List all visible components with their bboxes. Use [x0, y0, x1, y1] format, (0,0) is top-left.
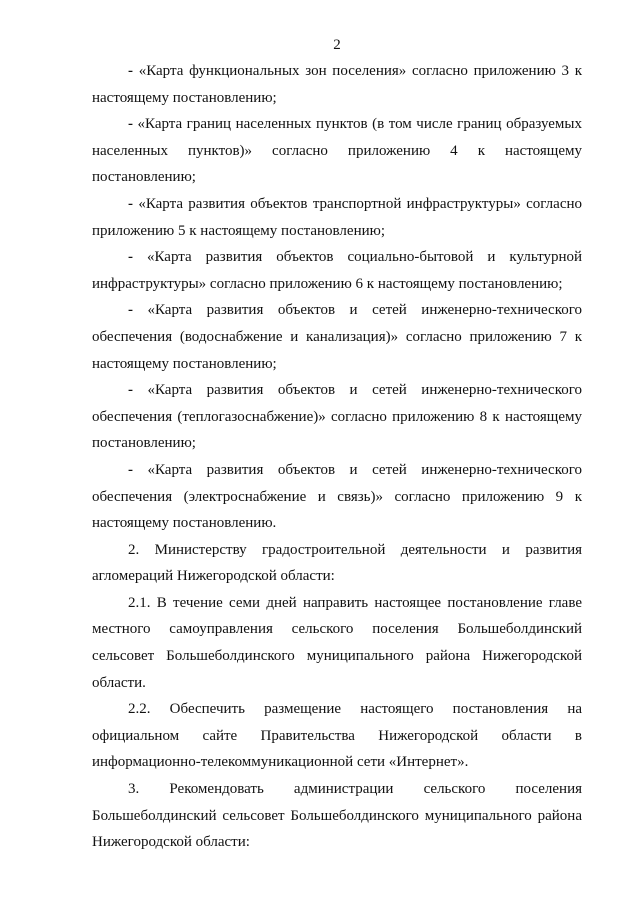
page-number: 2	[333, 37, 341, 53]
list-item-map-functional-zones	[92, 58, 582, 111]
list-dash: -	[128, 116, 133, 133]
paragraph-text: «Карта развития объектов и сетей инженерно-технического обеспечения (теплогазоснабжение)» согласно приложению 8 к настоящему постановлению;	[92, 382, 582, 452]
paragraph-text: 3. Рекомендовать администрации сельского поселения Большеболдинский сельсовет Большеболдинского муниципального района Нижегородской области:	[92, 781, 582, 851]
list-dash: -	[128, 249, 133, 266]
list-item-map-water	[92, 297, 582, 377]
paragraph-text: «Карта развития объектов и сетей инженерно-технического обеспечения (водоснабжение и канализация)» согласно приложению 7 к настоящему постановлению;	[92, 302, 582, 372]
list-item-map-social	[92, 244, 582, 297]
clause-2-2	[92, 696, 582, 776]
list-dash: -	[128, 302, 133, 319]
paragraph-text: «Карта развития объектов транспортной инфраструктуры» согласно приложению 5 к настоящему постановлению;	[92, 195, 583, 239]
list-dash: -	[128, 63, 133, 79]
paragraph-text: «Карта развития объектов социально-бытовой и культурной инфраструктуры» согласно приложению 6 к настоящему постановлению;	[92, 249, 583, 292]
list-item-map-heat-gas	[92, 377, 582, 457]
list-item-map-transport	[92, 191, 582, 244]
list-dash: -	[128, 382, 133, 399]
list-dash: -	[128, 461, 133, 478]
paragraph-text: 2.2. Обеспечить размещение настоящего постановления на официальном сайте Правительства Нижегородской области в информационно-телекоммуникационной сети «Интернет».	[92, 701, 582, 771]
clause-2	[92, 537, 582, 590]
paragraph-text: «Карта развития объектов и сетей инженерно-технического обеспечения (электроснабжение и связь)» согласно приложению 9 к настоящему постановлению.	[92, 461, 582, 532]
clause-3	[92, 776, 582, 856]
list-item-map-settlement-borders	[92, 111, 582, 191]
list-dash: -	[128, 195, 133, 212]
paragraph-text: «Карта функциональных зон поселения» согласно приложению 3 к настоящему постановлению;	[92, 63, 583, 106]
paragraph-text: «Карта границ населенных пунктов (в том числе границ образуемых населенных пунктов)» согласно приложению 4 к настоящему постановлению;	[92, 116, 583, 186]
list-item-map-power-comm	[92, 457, 582, 537]
clause-2-1	[92, 590, 582, 696]
paragraph-text: 2. Министерству градостроительной деятельности и развития агломераций Нижегородской области:	[92, 541, 582, 585]
paragraph-text: 2.1. В течение семи дней направить настоящее постановление главе местного самоуправления сельского поселения Большеболдинский сельсовет Большеболдинского муниципального района Нижегородской области.	[92, 594, 582, 691]
